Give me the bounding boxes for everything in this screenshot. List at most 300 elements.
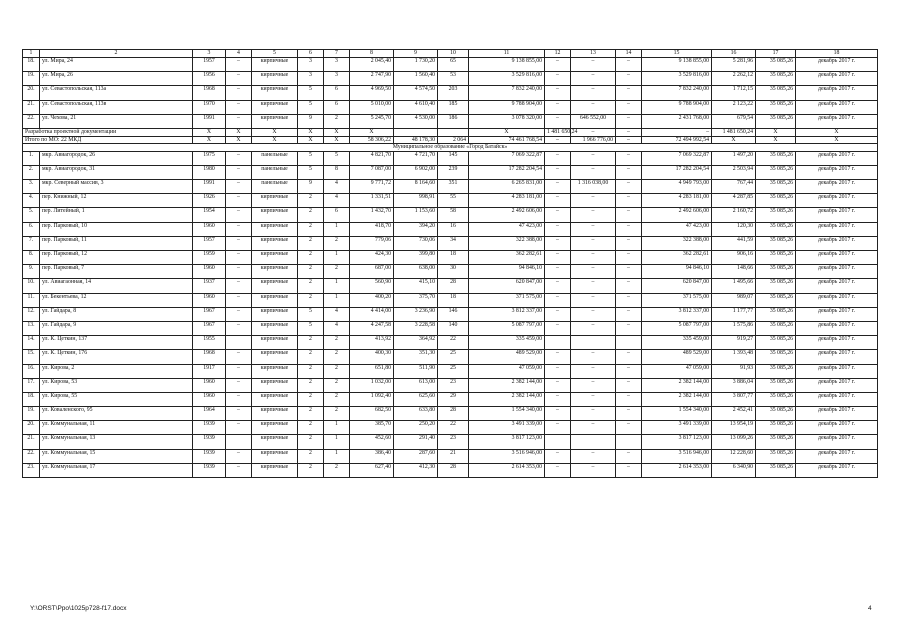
table-cell: 400,20 xyxy=(350,293,394,307)
table-cell: 287,60 xyxy=(394,449,438,463)
table-cell: X xyxy=(756,128,796,136)
table-cell: – xyxy=(571,265,616,279)
table-cell: 371 575,00 xyxy=(642,293,712,307)
table-cell: 3 516 946,00 xyxy=(642,449,712,463)
table-cell: 2 xyxy=(298,265,324,279)
table-cell: 3 817 123,00 xyxy=(642,435,712,449)
table-cell: декабрь 2017 г. xyxy=(796,265,878,279)
table-cell: 23 xyxy=(438,435,469,449)
table-cell: – xyxy=(616,194,642,208)
table-cell: – xyxy=(545,236,571,250)
table-cell: 1959 xyxy=(193,251,226,265)
table-cell: 2 262,12 xyxy=(712,72,756,86)
column-number-cell: 6 xyxy=(298,50,324,58)
table-cell: – xyxy=(545,251,571,265)
table-cell: 21. xyxy=(23,100,40,114)
table-cell: 3 807,77 xyxy=(712,392,756,406)
table-cell: 1. xyxy=(23,151,40,165)
table-cell: – xyxy=(226,307,252,321)
table-cell: – xyxy=(545,86,571,100)
column-number-cell: 2 xyxy=(40,50,193,58)
table-cell: 5 xyxy=(298,165,324,179)
table-cell: 2 382 144,00 xyxy=(469,392,545,406)
table-cell: 35 085,26 xyxy=(756,251,796,265)
table-cell: 322 388,00 xyxy=(469,236,545,250)
table-cell: 2 xyxy=(298,194,324,208)
table-cell: – xyxy=(545,321,571,335)
table-cell: 625,60 xyxy=(394,392,438,406)
table-cell xyxy=(545,435,571,449)
table-cell: 4 574,50 xyxy=(394,86,438,100)
table-cell: 1968 xyxy=(193,86,226,100)
table-cell: 1 560,40 xyxy=(394,72,438,86)
table-cell xyxy=(616,336,642,350)
table-cell: кирпичные xyxy=(252,100,298,114)
table-cell: – xyxy=(616,114,642,128)
table-cell: 12 228,60 xyxy=(712,449,756,463)
table-cell: 5. xyxy=(23,208,40,222)
table-cell: 452,60 xyxy=(350,435,394,449)
table-cell: 17 282 204,54 xyxy=(642,165,712,179)
address-cell: ул. Чехова, 21 xyxy=(40,114,193,128)
table-cell: кирпичные xyxy=(252,265,298,279)
table-cell: 2 xyxy=(298,222,324,236)
table-cell: 1954 xyxy=(193,208,226,222)
column-number-cell: 8 xyxy=(350,50,394,58)
table-cell: – xyxy=(226,265,252,279)
column-number-cell: 10 xyxy=(438,50,469,58)
table-cell: 17. xyxy=(23,378,40,392)
table-cell: 2 xyxy=(298,279,324,293)
table-cell: декабрь 2017 г. xyxy=(796,72,878,86)
table-cell: 7. xyxy=(23,236,40,250)
table-cell: 17 282 204,54 xyxy=(469,165,545,179)
table-cell: 1 xyxy=(324,222,350,236)
table-cell: 140 xyxy=(438,321,469,335)
table-cell: 35 085,26 xyxy=(756,421,796,435)
table-cell: – xyxy=(226,58,252,72)
table-cell: 6. xyxy=(23,222,40,236)
table-cell: 2 492 606,00 xyxy=(469,208,545,222)
table-cell: 9. xyxy=(23,265,40,279)
table-cell: X xyxy=(193,128,226,136)
table-cell: 18 xyxy=(438,251,469,265)
table-cell: 35 085,26 xyxy=(756,463,796,477)
table-cell: – xyxy=(545,194,571,208)
table-cell: 9 xyxy=(298,180,324,194)
table-cell: 5 087 797,00 xyxy=(642,321,712,335)
table-cell: 400,30 xyxy=(350,350,394,364)
column-number-cell: 5 xyxy=(252,50,298,58)
table-cell: декабрь 2017 г. xyxy=(796,378,878,392)
table-cell: 19. xyxy=(23,407,40,421)
table-cell: 58 xyxy=(438,208,469,222)
table-cell: – xyxy=(616,236,642,250)
table-cell: – xyxy=(616,100,642,114)
table-cell: 16 xyxy=(438,222,469,236)
table-cell: 1 554 340,00 xyxy=(642,407,712,421)
table-cell: декабрь 2017 г. xyxy=(796,449,878,463)
table-cell: 2 xyxy=(324,350,350,364)
column-number-cell: 13 xyxy=(571,50,616,58)
table-cell: 9 771,72 xyxy=(350,180,394,194)
table-cell: кирпичные xyxy=(252,321,298,335)
table-cell: 386,40 xyxy=(350,449,394,463)
table-cell: 1 393,48 xyxy=(712,350,756,364)
table-cell: 35 085,26 xyxy=(756,208,796,222)
table-cell: – xyxy=(226,392,252,406)
table-cell: – xyxy=(545,364,571,378)
table-cell: – xyxy=(545,58,571,72)
table-cell: – xyxy=(545,151,571,165)
table-cell: – xyxy=(616,364,642,378)
table-cell: 1 xyxy=(324,421,350,435)
table-cell: – xyxy=(616,279,642,293)
table-cell: – xyxy=(545,421,571,435)
table-row xyxy=(23,463,878,477)
table-cell: 7 832 240,00 xyxy=(642,86,712,100)
table-cell: 2 747,90 xyxy=(350,72,394,86)
address-cell: пер. Парковый, 12 xyxy=(40,251,193,265)
table-cell: 28 xyxy=(438,279,469,293)
table-cell: 19. xyxy=(23,72,40,86)
table-cell: кирпичные xyxy=(252,307,298,321)
table-cell: 35 085,26 xyxy=(756,293,796,307)
table-cell: – xyxy=(571,463,616,477)
table-cell: – xyxy=(545,279,571,293)
table-cell: 35 085,26 xyxy=(756,364,796,378)
table-cell: 35 085,26 xyxy=(756,307,796,321)
table-cell: 72 494 992,54 xyxy=(642,136,712,144)
table-cell: 415,10 xyxy=(394,279,438,293)
table-cell: 620 847,00 xyxy=(469,279,545,293)
table-cell: 2 xyxy=(298,364,324,378)
table-cell: – xyxy=(571,378,616,392)
table-cell: – xyxy=(616,128,642,136)
table-cell: 2 431 768,00 xyxy=(642,114,712,128)
table-cell: – xyxy=(571,364,616,378)
table-cell: кирпичные xyxy=(252,236,298,250)
table-cell: 120,30 xyxy=(712,222,756,236)
table-cell: декабрь 2017 г. xyxy=(796,293,878,307)
address-cell: мкр. Авиагородок, 26 xyxy=(40,151,193,165)
column-number-cell: 11 xyxy=(469,50,545,58)
table-cell: 1957 xyxy=(193,236,226,250)
table-cell: 335 459,00 xyxy=(642,336,712,350)
table-cell: декабрь 2017 г. xyxy=(796,194,878,208)
table-cell: 35 085,26 xyxy=(756,321,796,335)
table-cell: кирпичные xyxy=(252,293,298,307)
table-cell: 2 xyxy=(324,463,350,477)
table-row xyxy=(23,236,878,250)
table-cell: 9 138 855,00 xyxy=(642,58,712,72)
table-cell: 28 xyxy=(438,407,469,421)
table-cell: – xyxy=(616,293,642,307)
table-cell: X xyxy=(469,128,545,136)
table-cell: – xyxy=(545,180,571,194)
table-cell: 4 721,70 xyxy=(394,151,438,165)
table-cell: 1939 xyxy=(193,421,226,435)
address-cell: ул. Авиагаонная, 14 xyxy=(40,279,193,293)
table-cell: 8 164,60 xyxy=(394,180,438,194)
table-row xyxy=(23,364,878,378)
table-cell: 3 516 946,00 xyxy=(469,449,545,463)
table-cell: 250,20 xyxy=(394,421,438,435)
table-cell: 3 529 816,00 xyxy=(642,72,712,86)
table-cell: – xyxy=(616,86,642,100)
table-cell: X xyxy=(756,136,796,144)
table-cell: 74 461 768,54 xyxy=(469,136,545,144)
table-cell: 1967 xyxy=(193,321,226,335)
table-cell: – xyxy=(545,463,571,477)
table-cell: 35 085,26 xyxy=(756,279,796,293)
table-cell: 6 xyxy=(324,208,350,222)
table-cell: декабрь 2017 г. xyxy=(796,364,878,378)
table-cell: 22 xyxy=(438,421,469,435)
table-cell: 627,40 xyxy=(350,463,394,477)
table-cell: 906,16 xyxy=(712,251,756,265)
table-cell: 1 730,20 xyxy=(394,58,438,72)
table-cell: – xyxy=(545,449,571,463)
table-cell: 2 614 353,00 xyxy=(469,463,545,477)
table-cell: 2 xyxy=(298,449,324,463)
address-cell: ул. К. Цеткин, 137 xyxy=(40,336,193,350)
table-cell: 1 xyxy=(324,435,350,449)
table-cell: 3 xyxy=(298,72,324,86)
table-cell: 145 xyxy=(438,151,469,165)
table-cell: 2 xyxy=(298,251,324,265)
table-cell: 919,27 xyxy=(712,336,756,350)
table-cell: 35 085,26 xyxy=(756,449,796,463)
table-cell: 3. xyxy=(23,180,40,194)
table-row xyxy=(23,180,878,194)
table-cell: декабрь 2017 г. xyxy=(796,165,878,179)
table-cell: – xyxy=(616,350,642,364)
table-cell: кирпичные xyxy=(252,208,298,222)
address-cell: мкр. Авиагородок, 31 xyxy=(40,165,193,179)
table-cell: – xyxy=(226,321,252,335)
table-row xyxy=(23,378,878,392)
table-cell: 3 491 339,00 xyxy=(469,421,545,435)
table-cell: 2 xyxy=(298,407,324,421)
table-cell: 2 xyxy=(324,392,350,406)
table-cell: 6 902,00 xyxy=(394,165,438,179)
table-cell: 633,80 xyxy=(394,407,438,421)
table-cell: – xyxy=(571,165,616,179)
table-cell: 3 812 337,00 xyxy=(642,307,712,321)
table-cell: 1960 xyxy=(193,378,226,392)
table-cell: 1 575,86 xyxy=(712,321,756,335)
table-cell: – xyxy=(616,58,642,72)
table-cell xyxy=(616,435,642,449)
table-cell: 4 949 793,00 xyxy=(642,180,712,194)
table-cell: 1 092,40 xyxy=(350,392,394,406)
table-cell: 25 xyxy=(438,350,469,364)
table-cell: – xyxy=(545,293,571,307)
table-cell: 1 481 650,24 xyxy=(712,128,756,136)
table-cell: 5 xyxy=(298,151,324,165)
table-cell: – xyxy=(545,265,571,279)
table-cell: 35 085,26 xyxy=(756,222,796,236)
table-cell: 291,40 xyxy=(394,435,438,449)
address-cell: ул. К. Цеткин, 176 xyxy=(40,350,193,364)
municipality-row xyxy=(23,144,878,152)
table-cell: кирпичные xyxy=(252,279,298,293)
table-cell: – xyxy=(545,208,571,222)
table-cell: 186 xyxy=(438,114,469,128)
table-cell: – xyxy=(616,378,642,392)
table-cell: 1 xyxy=(324,251,350,265)
table-cell: 1 554 340,00 xyxy=(469,407,545,421)
table-cell: – xyxy=(571,194,616,208)
table-cell: 1 xyxy=(324,279,350,293)
table-cell: 2 xyxy=(324,364,350,378)
table-cell: 14. xyxy=(23,336,40,350)
table-cell: декабрь 2017 г. xyxy=(796,151,878,165)
table-cell: 1955 xyxy=(193,336,226,350)
table-cell: 2 xyxy=(298,392,324,406)
table-cell: 2. xyxy=(23,165,40,179)
table-row xyxy=(23,251,878,265)
table-cell: 35 085,26 xyxy=(756,236,796,250)
table-cell: 6 265 831,00 xyxy=(469,180,545,194)
table-cell: 55 xyxy=(438,194,469,208)
table-cell: декабрь 2017 г. xyxy=(796,392,878,406)
table-cell: 3 078 320,00 xyxy=(469,114,545,128)
table-cell: X xyxy=(252,128,298,136)
table-cell: – xyxy=(545,307,571,321)
table-cell: 394,20 xyxy=(394,222,438,236)
table-cell: Разработка проектной документации xyxy=(23,128,193,136)
table-cell: – xyxy=(642,128,712,136)
table-cell: 2 xyxy=(324,236,350,250)
table-cell: кирпичные xyxy=(252,449,298,463)
table-cell: 2 xyxy=(324,407,350,421)
table-cell: 682,50 xyxy=(350,407,394,421)
table-cell: 2 xyxy=(324,265,350,279)
table-cell: 2 xyxy=(298,293,324,307)
table-cell: кирпичные xyxy=(252,364,298,378)
table-cell: 22. xyxy=(23,114,40,128)
table-cell: 2 xyxy=(324,114,350,128)
table-cell: – xyxy=(616,136,642,144)
table-cell: 4 821,70 xyxy=(350,151,394,165)
table-cell: 1956 xyxy=(193,72,226,86)
table-cell: 35 085,26 xyxy=(756,435,796,449)
table-cell: 5 010,00 xyxy=(350,100,394,114)
table-cell: 4 287,85 xyxy=(712,194,756,208)
table-cell: 35 085,26 xyxy=(756,58,796,72)
table-cell: кирпичные xyxy=(252,86,298,100)
table-cell: 1917 xyxy=(193,364,226,378)
table-cell: 1 xyxy=(324,449,350,463)
table-cell: 12. xyxy=(23,307,40,321)
table-cell: – xyxy=(571,58,616,72)
table-cell: 35 085,26 xyxy=(756,392,796,406)
table-cell: 18. xyxy=(23,392,40,406)
table-cell: 3 xyxy=(298,58,324,72)
table-row xyxy=(23,194,878,208)
table-cell: кирпичные xyxy=(252,72,298,86)
table-cell: 1970 xyxy=(193,100,226,114)
table-cell: 679,54 xyxy=(712,114,756,128)
table-row xyxy=(23,100,878,114)
table-cell: – xyxy=(545,378,571,392)
table-cell: 35 085,26 xyxy=(756,151,796,165)
table-cell: – xyxy=(571,151,616,165)
table-cell: 2 492 606,00 xyxy=(642,208,712,222)
table-cell: 5 245,70 xyxy=(350,114,394,128)
table-cell: 620 847,00 xyxy=(642,279,712,293)
table-cell: кирпичные xyxy=(252,392,298,406)
table-cell: 351,30 xyxy=(394,350,438,364)
page-number: 4 xyxy=(868,605,872,612)
table-cell: 4 530,00 xyxy=(394,114,438,128)
table-cell: кирпичные xyxy=(252,222,298,236)
file-path-footer: Y:\ORST\Ppo\1025p728-f17.docx xyxy=(30,605,127,612)
table-cell: 65 xyxy=(438,58,469,72)
table-cell: – xyxy=(545,350,571,364)
table-cell: 1 712,15 xyxy=(712,86,756,100)
table-cell: X xyxy=(350,128,394,136)
table-cell: – xyxy=(616,449,642,463)
table-cell: – xyxy=(571,86,616,100)
table-row xyxy=(23,449,878,463)
table-cell: декабрь 2017 г. xyxy=(796,321,878,335)
table-cell: 3 xyxy=(324,72,350,86)
table-cell: X xyxy=(193,136,226,144)
table-cell: – xyxy=(545,100,571,114)
table-cell: 35 085,26 xyxy=(756,100,796,114)
table-cell: декабрь 2017 г. xyxy=(796,86,878,100)
table-cell: – xyxy=(226,165,252,179)
table-cell: 4 xyxy=(324,180,350,194)
table-cell: декабрь 2017 г. xyxy=(796,279,878,293)
address-cell: ул. Коммунальная, 17 xyxy=(40,463,193,477)
table-cell: 2 xyxy=(298,350,324,364)
table-cell: 35 085,26 xyxy=(756,86,796,100)
table-cell: 4 xyxy=(324,194,350,208)
table-cell: – xyxy=(571,350,616,364)
table-cell: 651,80 xyxy=(350,364,394,378)
table-cell: 2 382 144,00 xyxy=(642,378,712,392)
table-cell: 9 788 904,00 xyxy=(642,100,712,114)
table-cell: – xyxy=(545,72,571,86)
table-cell: 2 614 353,00 xyxy=(642,463,712,477)
column-number-cell: 1 xyxy=(23,50,40,58)
table-cell: 2 xyxy=(298,378,324,392)
table-cell: 613,00 xyxy=(394,378,438,392)
table-cell: 424,30 xyxy=(350,251,394,265)
address-cell: пер. Парковый, 10 xyxy=(40,222,193,236)
table-row xyxy=(23,265,878,279)
table-cell: 998,91 xyxy=(394,194,438,208)
table-cell: – xyxy=(226,180,252,194)
table-cell: панельные xyxy=(252,151,298,165)
table-cell: X xyxy=(252,136,298,144)
table-cell: – xyxy=(616,180,642,194)
table-cell xyxy=(226,336,252,350)
table-cell: – xyxy=(226,251,252,265)
table-cell: 18 xyxy=(438,293,469,307)
column-number-cell: 15 xyxy=(642,50,712,58)
table-cell: 7 069 322,87 xyxy=(642,151,712,165)
table-cell: 35 085,26 xyxy=(756,114,796,128)
table-cell: 13 954,19 xyxy=(712,421,756,435)
table-cell: 779,06 xyxy=(350,236,394,250)
table-cell: 16. xyxy=(23,364,40,378)
table-row xyxy=(23,151,878,165)
